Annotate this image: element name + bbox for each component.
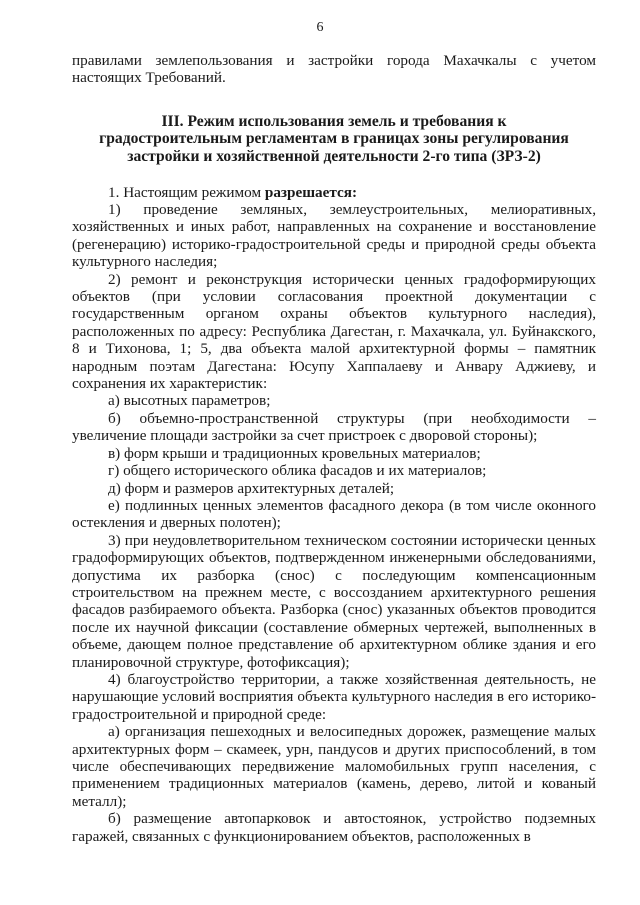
lead-prefix: 1. Настоящим режимом — [108, 183, 265, 201]
lead-emphasis: разрешается: — [264, 183, 358, 201]
sub-item-b: б) объемно-пространственной структуры (при необходимости – увеличение площади застройки за счет пристроек с дворовой стороны); — [72, 409, 596, 445]
intro-paragraph: правилами землепользования и застройки города Махачкалы с учетом настоящих Требований. — [72, 52, 596, 87]
section-heading-line-3: застройки и хозяйственной деятельности 2-го типа (ЗРЗ-2) — [127, 148, 541, 165]
section-heading-line-1: III. Режим использования земель и требования к — [161, 112, 507, 130]
sub-item-a: а) высотных параметров; — [108, 392, 271, 410]
sub-item-g: г) общего исторического облика фасадов и их материалов; — [108, 462, 487, 480]
document-body — [72, 52, 596, 845]
sub-item-d: д) форм и размеров архитектурных деталей; — [108, 479, 395, 497]
paragraph-item-1: 1) проведение земляных, землеустроительных, мелиоративных, хозяйственных и иных работ, направленных на сохранение и восстановление (регенерацию) историко-градостроительной среды и природной среды объекта культурного наследия; — [72, 201, 596, 271]
sub-item-4b: б) размещение автопарковок и автостоянок, устройство подземных гаражей, связанных с функционированием объектов, расположенных в — [72, 810, 596, 845]
section-heading — [82, 113, 586, 166]
sub-item-4a: а) организация пешеходных и велосипедных дорожек, размещение малых архитектурных форм – скамеек, урн, пандусов и других приспособлений, в том числе обеспечивающих передвижение маломобильных групп населения, с применением традиционных материалов (камень, дерево, литой и кованый металл); — [72, 723, 596, 810]
sub-item-e: е) подлинных ценных элементов фасадного декора (в том числе оконного остекления и дверных полотен); — [72, 496, 596, 532]
lead-paragraph — [72, 184, 596, 201]
paragraph-item-3: 3) при неудовлетворительном техническом состоянии исторически ценных градоформирующих объектов, подтвержденном инженерными обследованиями, допустима их разборка (снос) с последующим компенсационным строительством на прежнем месте, с воссозданием архитектурного решения фасадов разбираемого объекта. Разборка (снос) указанных объектов проводится после их научной фиксации (составление обмерных чертежей, выполненных в объеме, дающем полное представление об архитектурном облике здания и его планировочной структуре, фотофиксация); — [72, 531, 596, 671]
paragraph-item-2: 2) ремонт и реконструкция исторически ценных градоформирующих объектов (при условии согласования проектной документации с государственным органом охраны объектов культурного наследия), расположенных по адресу: Республика Дагестан, г. Махачкала, ул. Буйнакского, 8 и Тихонова, 1; 5, два объекта малой архитектурной формы – памятник народным поэтам Дагестана: Юсупу Хаппалаеву и Анвару Аджиеву, и сохранения их характеристик: — [72, 270, 596, 393]
page-number: 6 — [316, 20, 324, 35]
sub-item-v: в) форм крыши и традиционных кровельных материалов; — [108, 444, 481, 462]
section-heading-line-2: градостроительным регламентам в границах зоны регулирования — [99, 130, 569, 148]
paragraph-item-4: 4) благоустройство территории, а также хозяйственная деятельность, не нарушающие условий восприятия объекта культурного наследия в его историко-градостроительной и природной среде: — [72, 670, 596, 723]
